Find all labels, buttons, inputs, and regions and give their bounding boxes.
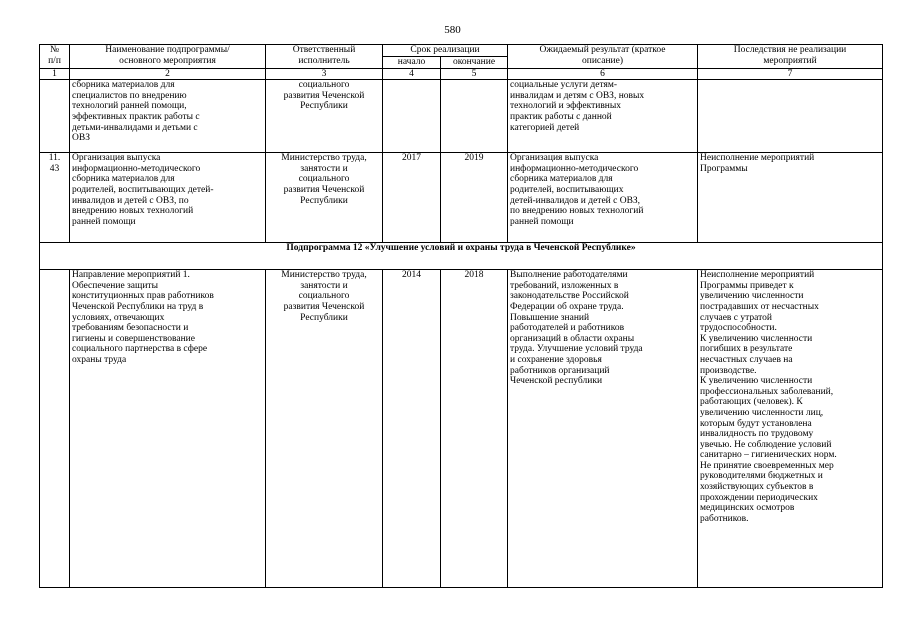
col-number: 1 [40, 68, 70, 80]
col-number: 6 [508, 68, 698, 80]
header-start: начало [383, 57, 441, 69]
row-num [40, 80, 70, 153]
table-row [40, 270, 883, 588]
row-result: Организация выпуска информационно-методического сборника материалов для родителей, воспитывающих детей-инвалидов и детей с ОВЗ, по внедрению новых технологий ранней помощи [508, 153, 698, 243]
col-number: 7 [698, 68, 883, 80]
table-row [40, 80, 883, 153]
header-num: № п/п [40, 45, 70, 69]
header-name: Наименование подпрограммы/ основного мероприятия [70, 45, 266, 69]
row-end [441, 80, 508, 153]
row-end: 2018 [441, 270, 508, 588]
col-number: 3 [266, 68, 383, 80]
header-period: Срок реализации [383, 45, 508, 57]
table-row [40, 153, 883, 243]
row-num [40, 270, 70, 588]
row-consequences: Неисполнение мероприятий Программы приведет к увеличению численности пострадавших от несчастных случаев с утратой трудоспособности. К увеличению численности погибших в результате несчастных случаев на производстве. К увеличению численности профессиональных заболеваний, работающих (человек). К увеличению численности лиц, которым будут установлена инвалидность по трудовому увечью. Не соблюдение условий санитарно – гигиенических норм. Не принятие своевременных мер руководителями бюджетных и хозяйствующих субъектов в прохождении периодических медицинских осмотров работников. [698, 270, 883, 588]
row-responsible: Министерство труда, занятости и социального развития Чеченской Республики [266, 153, 383, 243]
row-responsible: социального развития Чеченской Республики [266, 80, 383, 153]
subprogram-row [40, 243, 883, 270]
row-responsible: Министерство труда, занятости и социального развития Чеченской Республики [266, 270, 383, 588]
row-name: Направление мероприятий 1. Обеспечение защиты конституционных прав работников Чеченской Республики на труд в условиях, отвечающих требованиям безопасности и гигиены и совершенствование социального партнерства в сфере охраны труда [70, 270, 266, 588]
row-end: 2019 [441, 153, 508, 243]
page-number: 580 [444, 24, 461, 36]
row-start: 2017 [383, 153, 441, 243]
row-consequences [698, 80, 883, 153]
row-name: Организация выпуска информационно-методического сборника материалов для родителей, воспитывающих детей- инвалидов и детей с ОВЗ, по внедрению новых технологий ранней помощи [70, 153, 266, 243]
header-consequences: Последствия не реализации мероприятий [698, 45, 883, 69]
col-number: 2 [70, 68, 266, 80]
row-name: сборника материалов для специалистов по внедрению технологий ранней помощи, эффективных практик работы с детьми-инвалидами и детьми с ОВЗ [70, 80, 266, 153]
col-number: 5 [441, 68, 508, 80]
col-number: 4 [383, 68, 441, 80]
subprogram-title: Подпрограмма 12 «Улучшение условий и охраны труда в Чеченской Республике» [40, 243, 883, 270]
header-row [40, 45, 883, 57]
header-result: Ожидаемый результат (краткое описание) [508, 45, 698, 69]
row-result: социальные услуги детям- инвалидам и детям с ОВЗ, новых технологий и эффективных практик работы с данной категорией детей [508, 80, 698, 153]
program-table [39, 44, 883, 588]
row-start: 2014 [383, 270, 441, 588]
row-consequences: Неисполнение мероприятий Программы [698, 153, 883, 243]
column-number-row [40, 68, 883, 80]
row-start [383, 80, 441, 153]
row-result: Выполнение работодателями требований, изложенных в законодательстве Российской Федерации об охране труда. Повышение знаний работодателей и работников организаций в области охраны труда. Улучшение условий труда и сохранение здоровья работников организаций Чеченской республики [508, 270, 698, 588]
header-responsible: Ответственный исполнитель [266, 45, 383, 69]
row-num: 11. 43 [40, 153, 70, 243]
header-end: окончание [441, 57, 508, 69]
